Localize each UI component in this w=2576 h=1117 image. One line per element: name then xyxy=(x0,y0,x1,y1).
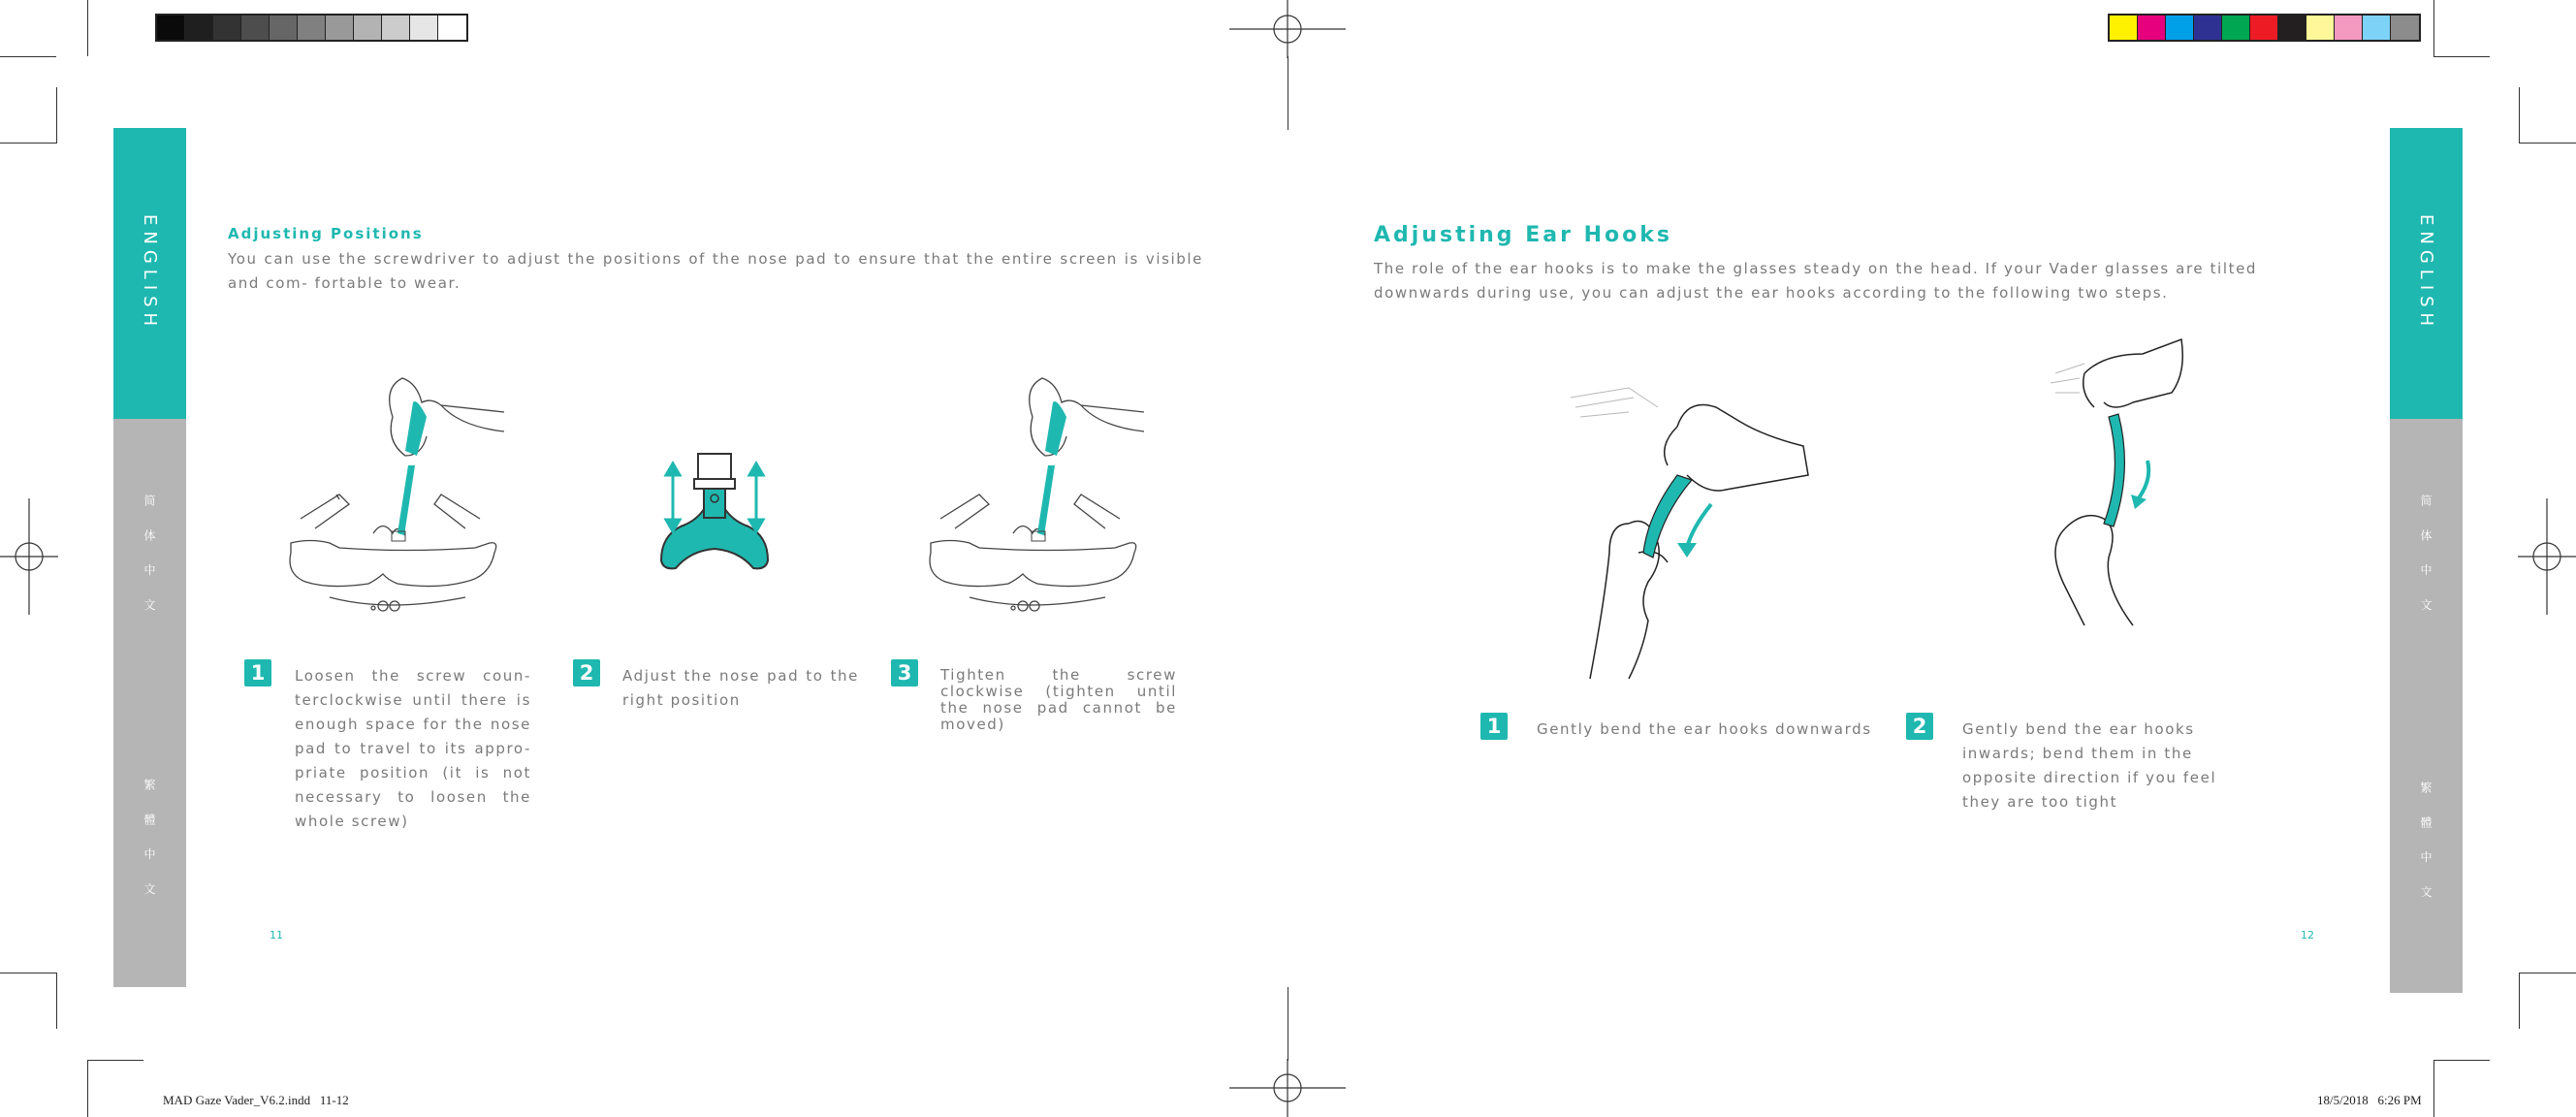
color-swatch xyxy=(2335,16,2363,40)
color-swatch xyxy=(185,16,213,40)
color-swatch xyxy=(2306,16,2335,40)
color-swatch xyxy=(326,16,354,40)
tab-simplified-chinese[interactable] xyxy=(113,419,186,697)
slug-filename: MAD Gaze Vader_V6.2.indd 11-12 xyxy=(163,1093,349,1107)
loosen-screw-illustration xyxy=(271,359,514,621)
intro-paragraph: The role of the ear hooks is to make the glasses steady on the head. If your Vader glasses are tilted downwards during use, you can adjust the ear hooks according to the following two steps. xyxy=(1374,260,2258,302)
color-swatch xyxy=(2250,16,2278,40)
step-description: Tighten the screw clockwise (tighten until the nose pad cannot be moved) xyxy=(940,666,1177,733)
registration-mark-icon xyxy=(1229,0,1346,58)
page-number: 11 xyxy=(270,929,283,941)
tab-label: ENGLISH xyxy=(2416,214,2436,333)
tab-english[interactable] xyxy=(2390,128,2463,419)
color-swatch xyxy=(2278,16,2306,40)
color-swatch xyxy=(270,16,298,40)
registration-mark-icon xyxy=(0,498,58,615)
tighten-screw-illustration xyxy=(911,359,1154,621)
section-heading: Adjusting Ear Hooks xyxy=(1374,223,1672,247)
tab-traditional-chinese[interactable] xyxy=(113,696,186,987)
step-number: 2 xyxy=(1906,713,1933,740)
bend-downwards-illustration xyxy=(1571,368,1823,688)
bend-inwards-illustration xyxy=(2026,335,2210,635)
color-swatch xyxy=(2363,16,2391,40)
color-swatch xyxy=(298,16,326,40)
tab-label: ENGLISH xyxy=(140,214,160,333)
nose-pad-illustration xyxy=(652,444,778,580)
color-swatch xyxy=(2166,16,2194,40)
step-number: 2 xyxy=(573,659,600,686)
step-number: 1 xyxy=(244,659,271,686)
tab-traditional-chinese[interactable] xyxy=(2390,696,2463,993)
tab-label: 简 体 中 文 xyxy=(143,495,156,621)
color-swatch xyxy=(2222,16,2250,40)
page-number: 12 xyxy=(2301,929,2314,941)
tab-simplified-chinese[interactable] xyxy=(2390,419,2463,697)
tab-english[interactable] xyxy=(113,128,186,419)
intro-paragraph: You can use the screwdriver to adjust the positions of the nose pad to ensure that the entire screen is visible and com- fortable to wear. xyxy=(228,250,1203,292)
step-description: Gently bend the ear hooks inwards; bend them in the opposite direction if you feel they are too tight xyxy=(1962,720,2217,811)
step-number: 1 xyxy=(1480,713,1508,740)
color-swatch xyxy=(2138,16,2166,40)
registration-mark-icon xyxy=(1229,1059,1346,1117)
color-swatch xyxy=(410,16,438,40)
registration-mark-icon xyxy=(2518,498,2576,615)
color-swatch xyxy=(157,16,185,40)
step-description: Adjust the nose pad to the right position xyxy=(622,667,859,709)
color-swatch xyxy=(2391,16,2419,40)
tab-label: 繁 體 中 文 xyxy=(2419,782,2433,908)
color-swatch xyxy=(213,16,241,40)
color-swatch xyxy=(438,16,466,40)
step-number: 3 xyxy=(891,659,918,686)
slug-date: 18/5/2018 6:26 PM xyxy=(2317,1093,2422,1107)
color-swatch xyxy=(2110,16,2138,40)
color-swatch xyxy=(2194,16,2222,40)
color-swatch xyxy=(382,16,410,40)
grayscale-color-bar xyxy=(155,14,468,42)
color-swatch xyxy=(241,16,270,40)
step-description: Loosen the screw coun- terclockwise until there is enough space for the nose pad to travel to its appro- priate position (it is not necessary to loosen the whole screw) xyxy=(295,667,531,830)
color-swatch xyxy=(354,16,382,40)
step-description: Gently bend the ear hooks downwards xyxy=(1537,720,1872,738)
tab-label: 简 体 中 文 xyxy=(2419,495,2433,621)
process-color-bar xyxy=(2108,14,2421,42)
section-heading: Adjusting Positions xyxy=(228,225,424,242)
tab-label: 繁 體 中 文 xyxy=(143,779,156,905)
